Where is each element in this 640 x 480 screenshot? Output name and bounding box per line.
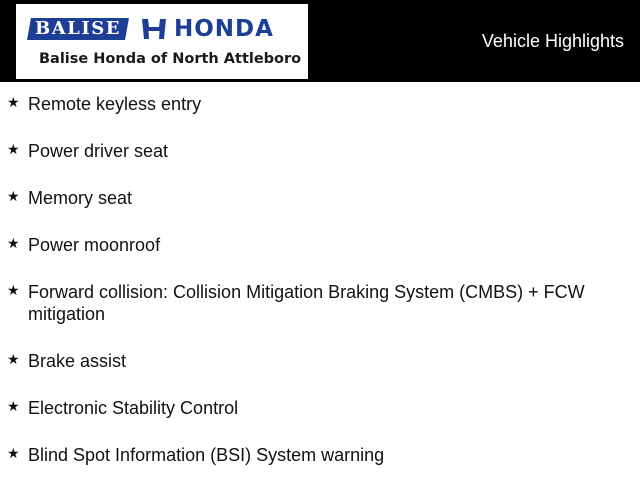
balise-logo-text: BALISE — [35, 18, 121, 39]
logo-brand-row — [29, 16, 274, 42]
balise-logo-mark — [27, 18, 129, 40]
highlight-label: Electronic Stability Control — [28, 398, 239, 418]
highlight-label: Forward collision: Collision Mitigation Braking System (CMBS) + FCW mitigation — [28, 282, 585, 324]
star-icon: ★ — [7, 352, 20, 368]
highlight-item — [0, 140, 640, 162]
highlight-label: Power moonroof — [28, 235, 161, 255]
star-icon: ★ — [7, 399, 20, 415]
star-icon: ★ — [7, 236, 20, 252]
star-icon: ★ — [7, 189, 20, 205]
highlight-item — [0, 444, 640, 466]
highlights-list — [0, 93, 640, 480]
star-icon: ★ — [7, 283, 20, 299]
page-title: Vehicle Highlights — [481, 31, 624, 51]
dealer-name: Balise Honda of North Attleboro — [39, 51, 302, 67]
highlight-item — [0, 234, 640, 256]
highlight-item — [0, 350, 640, 372]
highlight-label: Memory seat — [28, 188, 133, 208]
star-icon: ★ — [7, 142, 20, 158]
highlight-label: Power driver seat — [28, 141, 169, 161]
star-icon: ★ — [7, 95, 20, 111]
dealer-logo[interactable] — [16, 4, 308, 79]
highlight-label: Brake assist — [28, 351, 127, 371]
honda-wordmark: HONDA — [173, 16, 274, 42]
highlight-label: Remote keyless entry — [28, 94, 202, 114]
page-header — [0, 0, 640, 82]
highlight-item — [0, 187, 640, 209]
highlight-item — [0, 93, 640, 115]
highlight-label: Blind Spot Information (BSI) System warning — [28, 445, 385, 465]
star-icon: ★ — [7, 446, 20, 462]
highlight-item — [0, 281, 640, 325]
honda-h-icon — [139, 17, 169, 41]
highlight-item — [0, 397, 640, 419]
